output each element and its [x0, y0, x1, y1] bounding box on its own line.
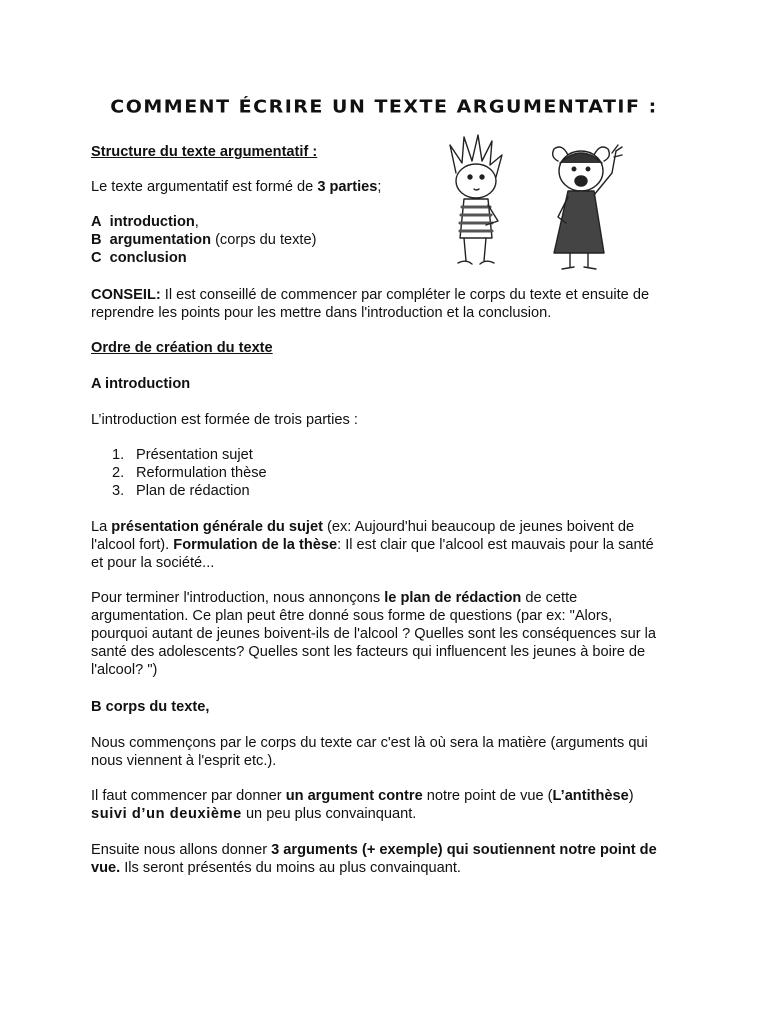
section-b-heading: B corps du texte, — [91, 699, 210, 715]
p5-line-2: vue. Ils seront présentés du moins au plus convainquant. — [91, 860, 461, 876]
p5-line-1: Ensuite nous allons donner 3 arguments (+ exemple) qui soutiennent notre point de — [91, 842, 657, 858]
conseil-line-2: reprendre les points pour les mettre dans l'introduction et la conclusion. — [91, 305, 552, 321]
structure-heading: Structure du texte argumentatif : — [91, 144, 318, 160]
p2-line-3: pourquoi autant de jeunes boivent-ils de l'alcool ? Quelles sont les conséquences sur la — [91, 626, 657, 642]
conseil-line-1: CONSEIL: Il est conseillé de commencer par compléter le corps du texte et ensuite de — [91, 287, 650, 303]
p1-line-2: l'alcool fort). Formulation de la thèse: Il est clair que l'alcool est mauvais pour la santé — [91, 537, 654, 553]
intro-line: Le texte argumentatif est formé de 3 parties; — [91, 179, 382, 195]
part-a: A introduction, — [91, 214, 199, 230]
p3-line-2: nous viennent à l'esprit etc.). — [91, 753, 277, 769]
section-a-heading: A introduction — [91, 376, 191, 392]
p2-line-5: l'alcool? ") — [91, 662, 158, 678]
girl-figure — [553, 145, 622, 269]
intro-parts-line: L’introduction est formée de trois parties : — [91, 412, 358, 428]
page-title: COMMENT ÉCRIRE UN TEXTE ARGUMENTATIF : — [110, 96, 658, 118]
list-item: 1. Présentation sujet — [112, 447, 253, 463]
p1-line-3: et pour la société... — [91, 555, 215, 571]
p2-line-1: Pour terminer l'introduction, nous annonçons le plan de rédaction de cette — [91, 590, 578, 606]
p3-line-1: Nous commençons par le corps du texte car c'est là où sera la matière (arguments qui — [91, 735, 648, 751]
p2-line-2: argumentation. Ce plan peut être donné sous forme de questions (par ex: "Alors, — [91, 608, 613, 624]
part-b: B argumentation (corps du texte) — [91, 232, 317, 248]
part-c: C conclusion — [91, 250, 187, 266]
list-item: 2. Reformulation thèse — [112, 465, 267, 481]
ordre-heading: Ordre de création du texte — [91, 340, 273, 356]
list-item: 3. Plan de rédaction — [112, 483, 250, 499]
cartoon-characters-illustration — [436, 133, 636, 273]
p1-line-1: La présentation générale du sujet (ex: Aujourd'hui beaucoup de jeunes boivent de — [91, 519, 635, 535]
p4-line-1: Il faut commencer par donner un argument contre notre point de vue (L’antithèse) — [91, 788, 634, 804]
p4-line-2: suivi d’un deuxième un peu plus convainquant. — [91, 806, 417, 822]
boy-figure — [450, 135, 502, 264]
p2-line-4: santé des adolescents? Quelles sont les facteurs qui influencent les jeunes à boire de — [91, 644, 646, 660]
